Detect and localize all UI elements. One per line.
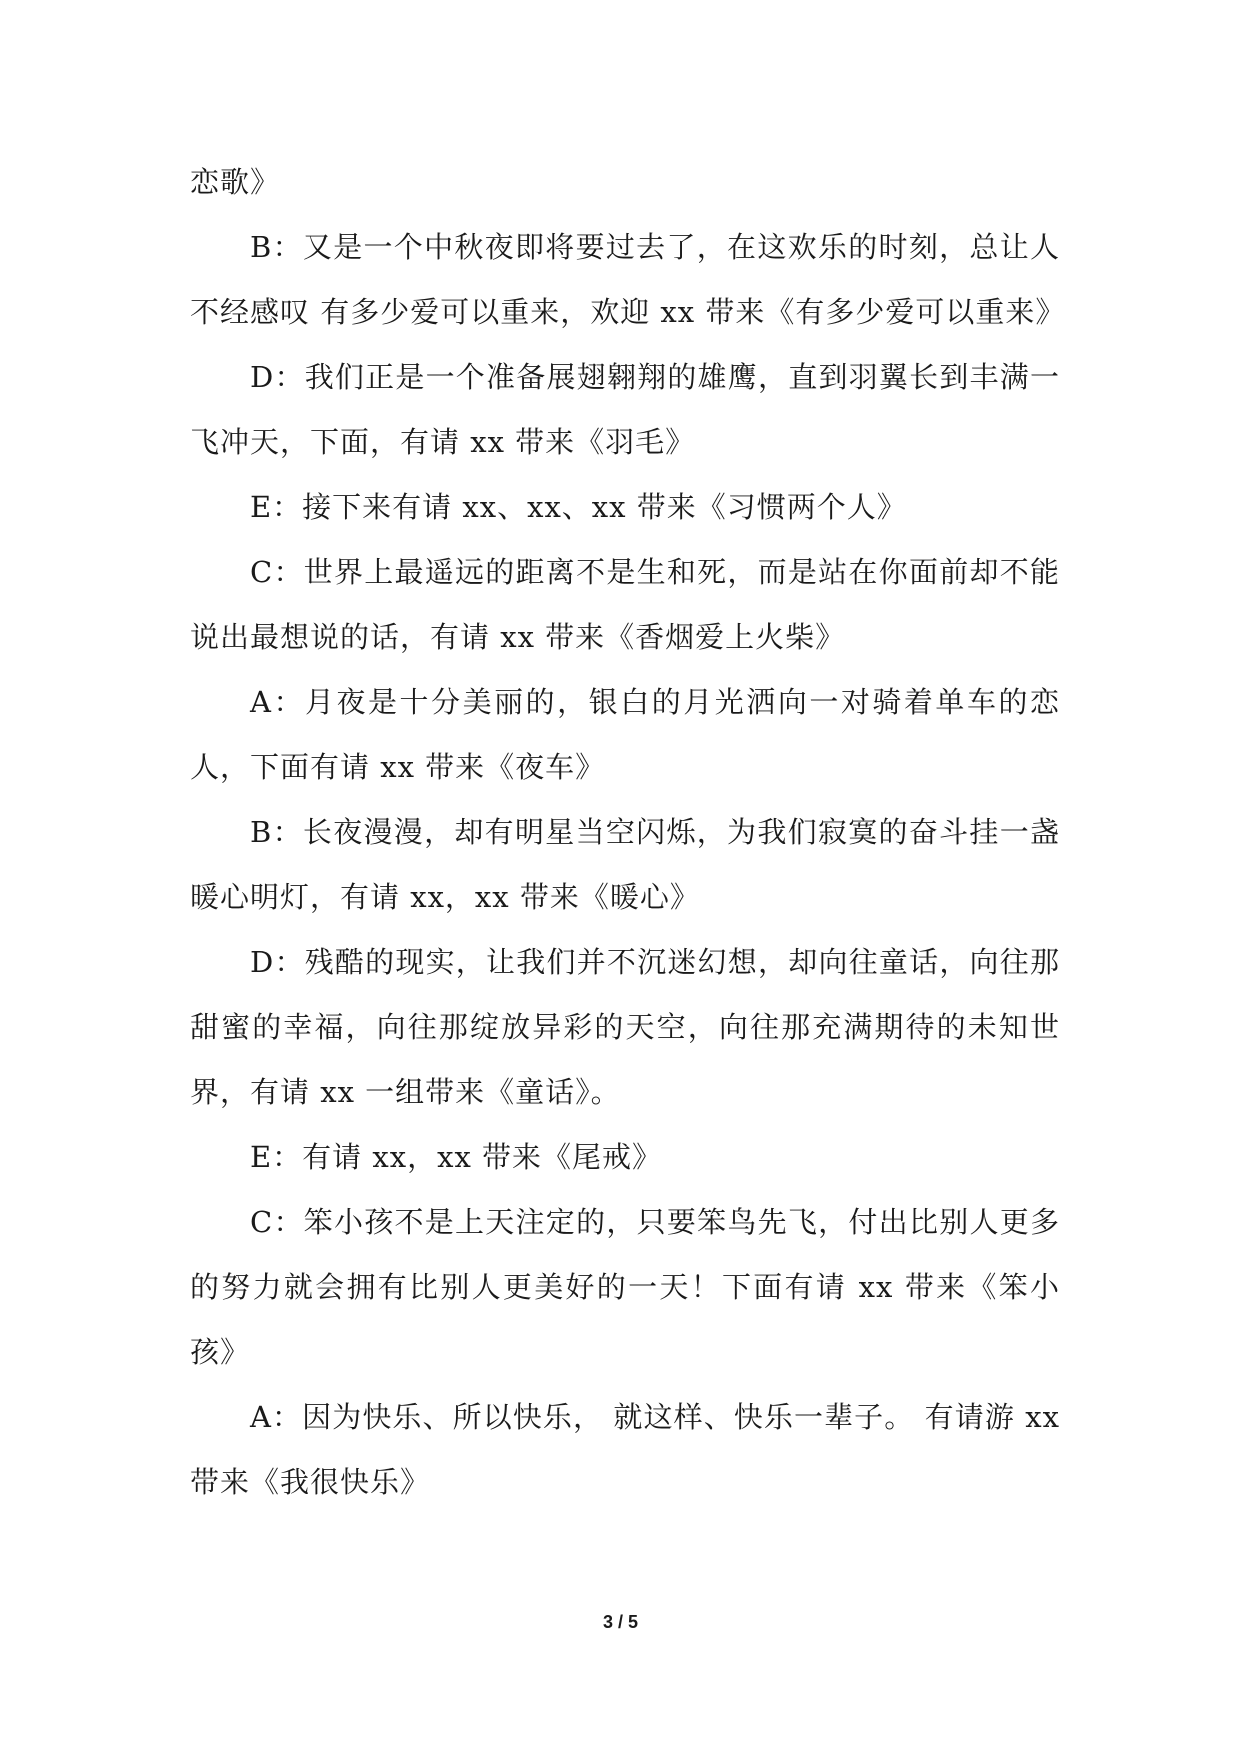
paragraph: D：我们正是一个准备展翅翱翔的雄鹰，直到羽翼长到丰满一飞冲天，下面，有请 xx 带来《羽毛》 (190, 360, 1060, 459)
page-number: 3 / 5 (602, 1612, 639, 1632)
paragraph: B：又是一个中秋夜即将要过去了，在这欢乐的时刻，总让人不经感叹 有多少爱可以重来，欢迎 xx 带来《有多少爱可以重来》 (190, 230, 1066, 329)
page-body (190, 150, 1066, 1515)
paragraph: A：因为快乐、所以快乐， 就这样、快乐一辈子。 有请游 xx 带来《我很快乐》 (190, 1400, 1060, 1499)
paragraph: A：月夜是十分美丽的，银白的月光洒向一对骑着单车的恋人，下面有请 xx 带来《夜车》 (190, 685, 1060, 784)
paragraph: C：笨小孩不是上天注定的，只要笨鸟先飞，付出比别人更多的努力就会拥有比别人更美好的一天！下面有请 xx 带来《笨小孩》 (190, 1205, 1060, 1369)
paragraph: B：长夜漫漫，却有明星当空闪烁，为我们寂寞的奋斗挂一盏暖心明灯，有请 xx，xx 带来《暖心》 (190, 815, 1060, 914)
paragraph: E：接下来有请 xx、xx、xx 带来《习惯两个人》 (250, 490, 907, 524)
paragraph-continuation: 恋歌》 (190, 165, 281, 199)
paragraph: D：残酷的现实，让我们并不沉迷幻想，却向往童话，向往那甜蜜的幸福，向往那绽放异彩的天空，向往那充满期待的未知世界，有请 xx 一组带来《童话》。 (190, 945, 1060, 1109)
paragraph: E：有请 xx，xx 带来《尾戒》 (250, 1140, 663, 1174)
paragraph: C：世界上最遥远的距离不是生和死，而是站在你面前却不能说出最想说的话，有请 xx 带来《香烟爱上火柴》 (190, 555, 1060, 654)
